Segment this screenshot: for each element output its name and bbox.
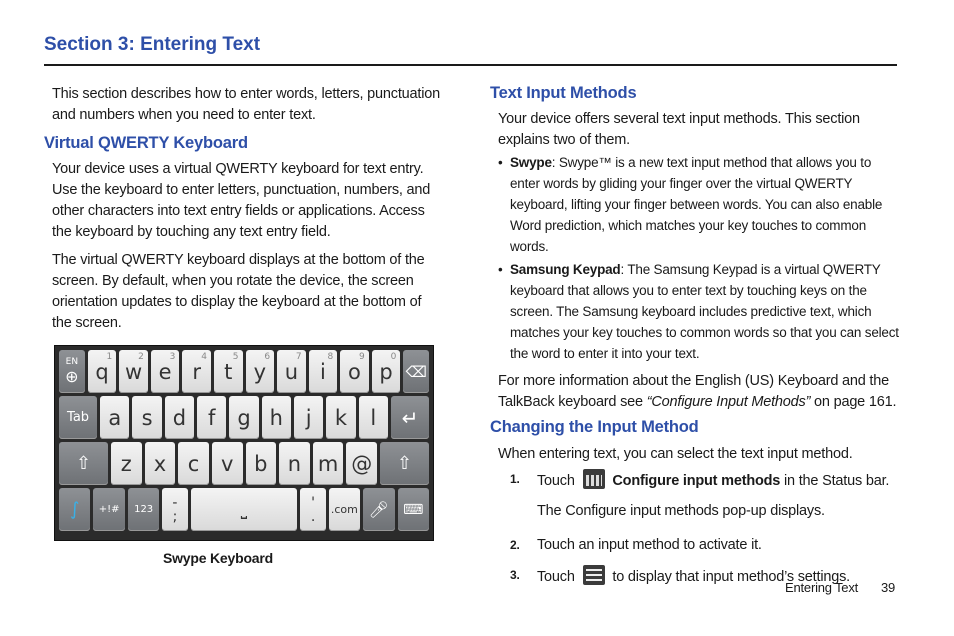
title-rule	[44, 64, 897, 66]
key-d: d	[165, 396, 194, 439]
right-column	[490, 84, 900, 588]
configure-input-methods-link[interactable]: “Configure Input Methods”	[646, 394, 811, 410]
key-l: l	[359, 396, 388, 439]
key-w: w 2	[119, 350, 148, 393]
numbers-key: 123	[128, 488, 159, 531]
key-o: o 9	[340, 350, 369, 393]
enter-icon: ↵	[391, 396, 429, 439]
step-3-text-b: to display that input method’s settings.	[608, 569, 850, 585]
keyboard-row-1	[59, 350, 429, 393]
qwerty-heading: Virtual QWERTY Keyboard	[44, 134, 248, 152]
footer-label: Entering Text	[785, 580, 859, 595]
key-m: m	[313, 442, 344, 485]
key-t: t 5	[214, 350, 243, 393]
step-1-text-a: Touch	[537, 473, 575, 489]
key-g: g	[229, 396, 258, 439]
key-j: j	[294, 396, 323, 439]
space-key: ⎵	[191, 488, 298, 531]
step-2-text: Touch an input method to activate it.	[537, 537, 762, 553]
page-number: 39	[881, 580, 896, 595]
step-1	[490, 469, 900, 492]
step-1-note: The Configure input methods pop-up displays.	[537, 503, 825, 519]
swype-text: : Swype™ is a new text input method that allows you to enter words by gliding your finger over the virtual QWERTY keyboard, lifting your finger between words. You can also enable Word prediction, which matches your key touches to common words.	[510, 155, 883, 254]
language-globe-key	[59, 350, 85, 393]
backspace-icon: ⌫	[403, 350, 429, 393]
qwerty-paragraph-1: Your device uses a virtual QWERTY keyboard for text entry. Use the keyboard to enter letters, punctuation, numbers, and other characters into text entry fields or applications. Access the keyboard by touching any text entry field.	[52, 161, 431, 240]
methods-paragraph: Your device offers several text input methods. This section explains two of them.	[498, 111, 860, 148]
keyboard-row-2	[59, 396, 429, 439]
more-info-text-a: For more information about the English (US) Keyboard and the TalkBack keyboard see	[498, 373, 889, 410]
key-u: u 7	[277, 350, 306, 393]
methods-heading: Text Input Methods	[490, 84, 637, 102]
step-2-number: 2.	[510, 538, 520, 552]
more-info-paragraph	[490, 371, 900, 413]
samsung-text: : The Samsung Keypad is a virtual QWERTY keyboard that allows you to enter text by touching keys on the screen. The Samsung keyboard includes predictive text, which matches your key touches to common words so that you can select the word to enter it into your text.	[510, 262, 899, 361]
shift-left-icon: ⇧	[59, 442, 108, 485]
swype-logo-icon: ∫	[59, 488, 90, 531]
step-3-text-a: Touch	[537, 569, 575, 585]
key-z: z	[111, 442, 142, 485]
change-heading: Changing the Input Method	[490, 418, 699, 436]
tab-key: Tab	[59, 396, 97, 439]
more-info-text-b: on page 161.	[810, 394, 897, 410]
keyboard-row-4	[59, 488, 429, 531]
list-item-swype	[498, 152, 900, 257]
punctuation-key: - ;	[162, 488, 187, 531]
swype-label: Swype	[510, 155, 552, 170]
change-paragraph: When entering text, you can select the text input method.	[498, 446, 853, 462]
key-c: c	[178, 442, 209, 485]
key-n: n	[279, 442, 310, 485]
key-e: e 3	[151, 350, 180, 393]
key-i: i 8	[309, 350, 338, 393]
language-label: EN	[65, 357, 79, 367]
key-k: k	[326, 396, 355, 439]
symbols-key: +!#	[93, 488, 124, 531]
key-s: s	[132, 396, 161, 439]
intro-text: This section describes how to enter words, letters, punctuation and numbers when you need to enter text.	[52, 86, 440, 123]
globe-icon: ⊕	[65, 367, 79, 386]
settings-sliders-icon	[583, 565, 605, 585]
key-v: v	[212, 442, 243, 485]
key-x: x	[145, 442, 176, 485]
keyboard-hide-icon: ⌨	[398, 488, 429, 531]
swype-keyboard-image	[54, 345, 434, 541]
key-p: p 0	[372, 350, 401, 393]
step-1-text-b: in the Status bar.	[780, 473, 890, 489]
key-b: b	[246, 442, 277, 485]
key-q: q 1	[88, 350, 117, 393]
key-h: h	[262, 396, 291, 439]
step-1-number: 1.	[510, 472, 520, 486]
step-3-number: 3.	[510, 568, 520, 582]
methods-list	[490, 152, 900, 364]
step-1-bold: Configure input methods	[612, 473, 781, 489]
qwerty-paragraph-2: The virtual QWERTY keyboard displays at the bottom of the screen. By default, when you rotate the device, the screen orientation updates to display the keyboard at the bottom of the screen.	[52, 252, 425, 331]
keyboard-row-3	[59, 442, 429, 485]
microphone-icon: 🎤︎	[363, 488, 394, 531]
section-title: Section 3: Entering Text	[44, 34, 261, 55]
comma-period-key: ' .	[300, 488, 325, 531]
keyboard-status-icon	[583, 469, 605, 489]
key-f: f	[197, 396, 226, 439]
key-r: r 4	[182, 350, 211, 393]
shift-right-icon: ⇧	[380, 442, 429, 485]
step-2	[490, 535, 900, 556]
key-y: y 6	[246, 350, 275, 393]
key-at: @	[346, 442, 377, 485]
dot-com-key: .com	[329, 488, 360, 531]
left-column	[44, 84, 444, 334]
list-item-samsung	[498, 259, 900, 364]
key-a: a	[100, 396, 129, 439]
samsung-label: Samsung Keypad	[510, 262, 621, 277]
steps-list	[490, 469, 900, 588]
keyboard-caption: Swype Keyboard	[162, 550, 273, 566]
